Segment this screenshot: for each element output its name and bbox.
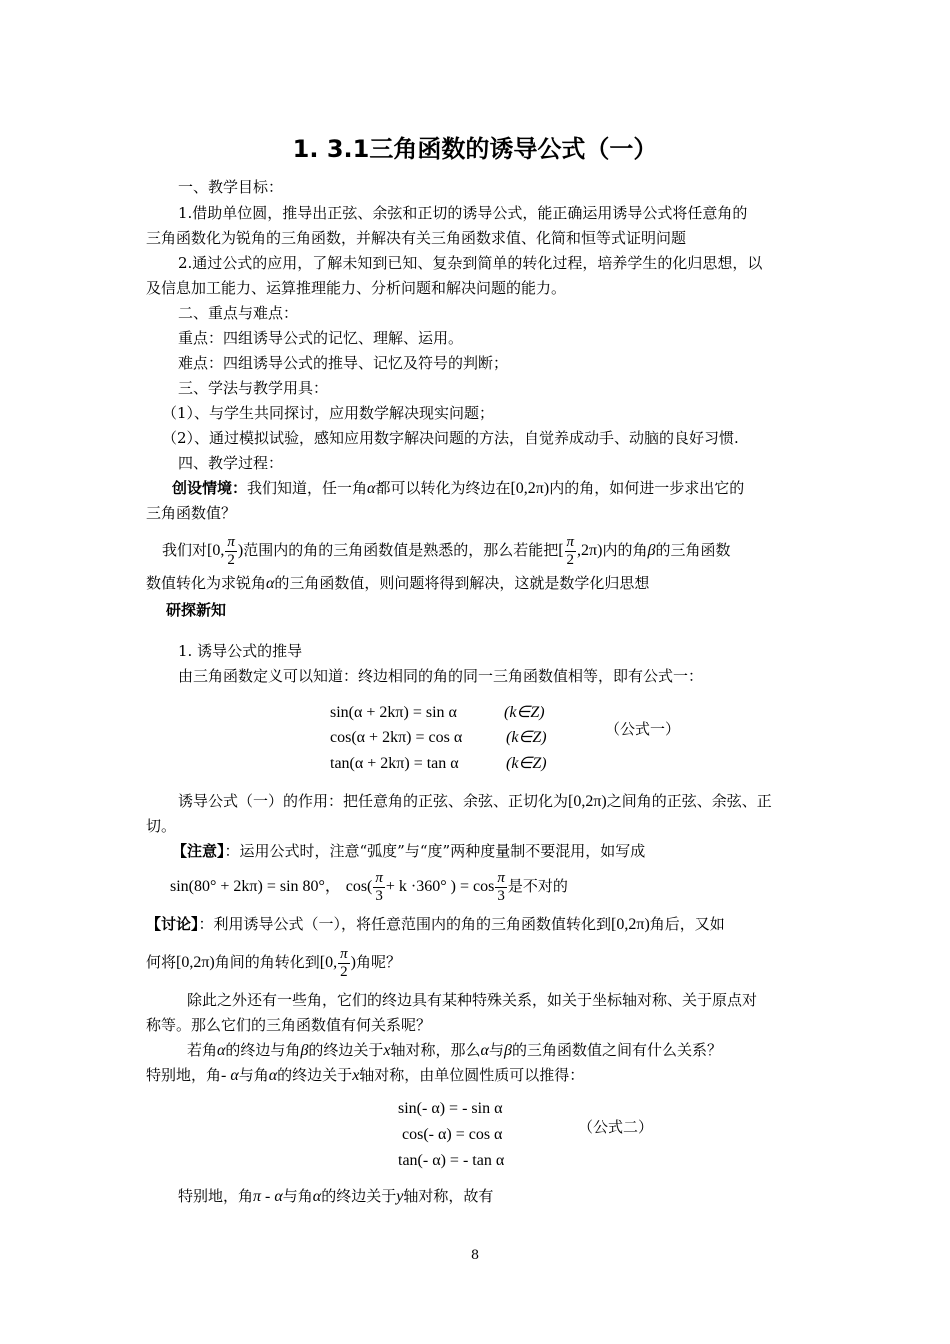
formula-1-tan: tan(α + 2kπ) = tan α (330, 755, 459, 772)
formula-1-sin: sin(α + 2kπ) = sin α (330, 704, 457, 721)
formula-2-tan: tan(- α) = - tan α (398, 1152, 505, 1169)
page-number: 8 (470, 1248, 480, 1263)
page-title: 1. 3.1三角函数的诱导公式（一） (292, 135, 658, 163)
scenario-line-a: 创设情境：我们知道，任一角α都可以转化为终边在[0,2π)内的角，如何进一步求出它的 (172, 479, 745, 497)
fraction-pi-over-3: $\frac{\pi}{3}$ (497, 869, 505, 904)
question-line-a: 若角α的终边与角β的终边关于x轴对称，那么α与β的三角函数值之间有什么关系？ (187, 1041, 722, 1059)
note-label: 【注意】 (172, 842, 225, 860)
fraction-pi-over-2: $\frac{\pi}{2}$ (566, 533, 575, 568)
formula-1-cond-2: (k∈Z) (506, 729, 547, 746)
method-heading: 三、学法与教学用具： (178, 379, 329, 397)
formula-1-tag: （公式一） (605, 720, 681, 738)
difficult-point: 难点：四组诱导公式的推导、记忆及符号的判断； (178, 354, 509, 372)
fraction-pi-over-3: $\frac{\pi}{3}$ (375, 869, 383, 904)
goal-2-line-a: 2.通过公式的应用，了解未知到已知、复杂到简单的转化过程，培养学生的化归思想，以 (178, 254, 763, 272)
goal-2-line-b: 及信息加工能力、运算推理能力、分析问题和解决问题的能力。 (146, 279, 567, 297)
usage-line-b: 切。 (146, 817, 177, 835)
scenario-label: 创设情境： (172, 479, 248, 497)
discuss-line-b: 何将[0,2π)角间的角转化到[0, $\frac{\pi}{2}$ )角呢？ (146, 945, 401, 980)
goal-1-line-b: 三角函数化为锐角的三角函数，并解决有关三角函数求值、化简和恒等式证明问题 (146, 229, 687, 247)
question-line-b: 特别地，角- α与角α的终边关于x轴对称，由单位圆性质可以推得： (146, 1066, 585, 1084)
scenario-para-3: 数值转化为求锐角α的三角函数值，则问题将得到解决，这就是数学化归思想 (146, 574, 650, 592)
formula-1-intro: 由三角函数定义可以知道：终边相同的角的同一三角函数值相等，即有公式一： (178, 667, 704, 685)
last-line: 特别地，角π - α与角α的终边关于y轴对称，故有 (178, 1187, 494, 1205)
usage-line-a: 诱导公式（一）的作用：把任意角的正弦、余弦、正切化为[0,2π)之间角的正弦、余弦、正 (178, 792, 772, 810)
goals-heading: 一、教学目标： (178, 178, 284, 196)
method-1: （1）、与学生共同探讨，应用数学解决现实问题； (162, 404, 495, 422)
note-line: 【注意】：运用公式时，注意“弧度”与“度”两种度量制不要混用，如写成 (172, 842, 646, 860)
formula-2-sin: sin(- α) = - sin α (398, 1100, 503, 1117)
note-example: sin(80° + 2kπ) = sin 80°， cos( $\frac{\pi}{3}$ + k ·360° ) = cos $\frac{\pi}{3}$ 是不对的 (170, 869, 568, 904)
key-point: 重点：四组诱导公式的记忆、理解、运用。 (178, 329, 464, 347)
formula-1-cond-3: (k∈Z) (506, 755, 547, 772)
explore-heading: 研探新知 (166, 601, 227, 619)
subheading-derivation: 1. 诱导公式的推导 (178, 642, 303, 660)
symmetry-para-b: 称等。那么它们的三角函数值有何关系呢？ (146, 1016, 432, 1034)
formula-2-cos: cos(- α) = cos α (402, 1126, 503, 1143)
formula-1-cos: cos(α + 2kπ) = cos α (330, 729, 463, 746)
fraction-pi-over-2: $\frac{\pi}{2}$ (340, 945, 348, 980)
formula-1-cond-1: (k∈Z) (504, 704, 545, 721)
scenario-line-b: 三角函数值？ (146, 504, 237, 522)
key-heading: 二、重点与难点： (178, 304, 299, 322)
discuss-line-a: 【讨论】：利用诱导公式（一），将任意范围内的角的三角函数值转化到[0,2π)角后，又如 (146, 915, 725, 933)
method-2: （2）、通过模拟试验，感知应用数字解决问题的方法，自觉养成动手、动脑的良好习惯. (162, 429, 739, 447)
discuss-label: 【讨论】 (146, 915, 199, 933)
fraction-pi-over-2: $\frac{\pi}{2}$ (227, 533, 235, 568)
symmetry-para-a: 除此之外还有一些角，它们的终边具有某种特殊关系，如关于坐标轴对称、关于原点对 (187, 991, 758, 1009)
formula-2-tag: （公式二） (578, 1118, 654, 1136)
process-heading: 四、教学过程： (178, 454, 284, 472)
goal-1-line-a: 1.借助单位圆，推导出正弦、余弦和正切的诱导公式，能正确运用诱导公式将任意角的 (178, 204, 748, 222)
scenario-para-2: 我们对[0, $\frac{\pi}{2}$ )范围内的角的三角函数值是熟悉的，那么若能把[ $\frac{\pi}{2}$ ,2π)内的角β的三角函数 (162, 533, 731, 568)
